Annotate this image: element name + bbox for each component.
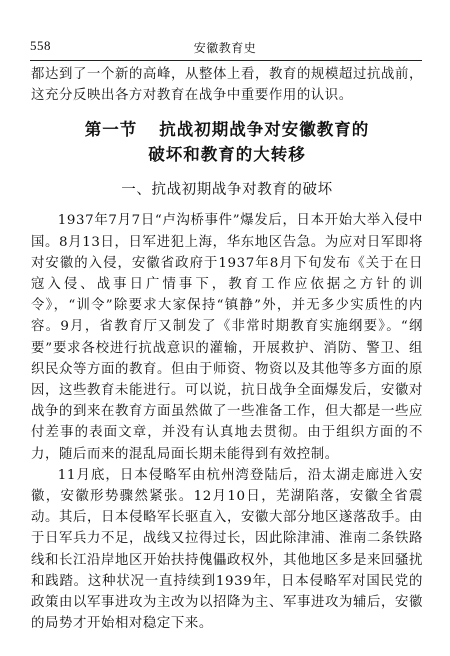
- section-title: [31, 117, 423, 167]
- running-title: 安徽教育史: [193, 41, 257, 55]
- subsection-title: 一、抗战初期战争对教育的破坏: [121, 182, 333, 199]
- body-paragraph-2: 11月底，日本侵略军由杭州湾登陆后，沿太湖走廊进入安徽，安徽形势骤然紧张。12月10日，芜湖陷落，安徽全省震动。其后，日本侵略军长驱直入，安徽大部分地区遂落敌手。由于日军兵力不足，战线又拉得过长，因此除津浦、淮南二条铁路线和长江沿岸地区开始扶持傀儡政权外，其他地区多是来回骚扰和践踏。这种状况一直持续到1939年，日本侵略军对国民党的政策由以军事进攻为主改为以招降为主、军事进攻为辅后，安徽的局势才开始相对稳定下来。: [31, 467, 423, 632]
- header-rule: [30, 60, 422, 61]
- section-title-line2: 破坏和教育的大转移: [148, 145, 306, 165]
- page-number: 558: [30, 38, 51, 53]
- section-number: 第一节: [84, 120, 138, 140]
- page-content: [31, 64, 423, 634]
- body-paragraph-1: 1937年7月7日“卢沟桥事件”爆发后，日本开始大举入侵中国。8月13日，日军进犯上海，华东地区告急。为应对日军即将对安徽的入侵，安徽省政府于1937年8月下旬发布《关于在日寇入侵、战事日广情事下，教育工作应依据之方针的训令》，“训令”除要求大家保持“镇静”外，并无多少实质性的内容。9月，省教育厅又制发了《非常时期教育实施纲要》。“纲要”要求各校进行抗战意识的灌输，开展救护、消防、警卫、组织民众等方面的教育。但由于师资、物资以及其他等多方面的原因，这些教育未能进行。可以说，抗日战争全面爆发后，安徽对战争的到来在教育方面虽然做了一些准备工作，但大都是一些应付差事的表面文章，并没有认真地去贯彻。由于组织方面的不力，随后而来的混乱局面长期未能得到有效控制。: [31, 213, 423, 462]
- intro-paragraph: 都达到了一个新的高峰，从整体上看，教育的规模超过抗战前，这充分反映出各方对教育在战争中重要作用的认识。: [31, 67, 423, 104]
- section-title-text-1: 抗战初期战争对安徽教育的: [159, 120, 370, 140]
- section-title-line1: [31, 117, 423, 142]
- page-header: [30, 38, 420, 58]
